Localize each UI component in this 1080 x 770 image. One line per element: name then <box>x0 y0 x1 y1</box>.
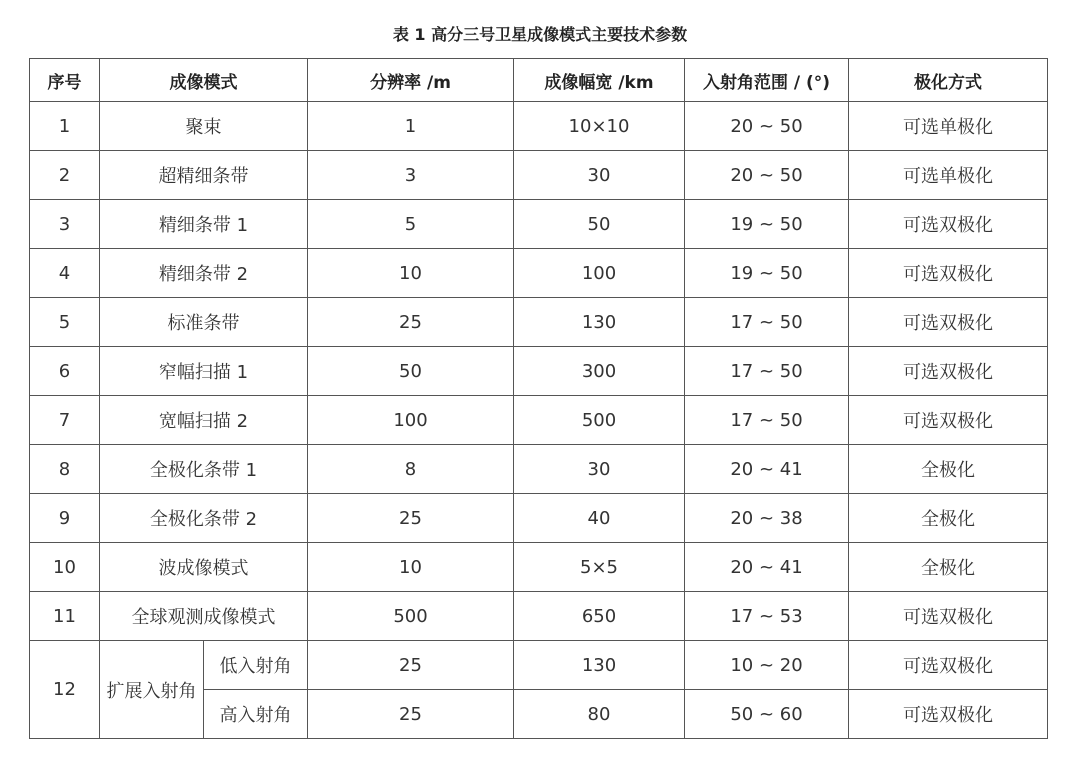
row-resolution: 100 <box>308 396 514 445</box>
row-mode: 精细条带 2 <box>100 249 308 298</box>
header-resolution: 分辨率 /m <box>308 59 514 102</box>
table-row <box>30 543 1048 592</box>
table-row <box>30 347 1048 396</box>
row-incidence: 50 ~ 60 <box>685 690 849 739</box>
table-row <box>30 494 1048 543</box>
header-swath: 成像幅宽 /km <box>514 59 685 102</box>
table-caption: 表 1 高分三号卫星成像模式主要技术参数 <box>392 25 688 44</box>
row-mode: 宽幅扫描 2 <box>100 396 308 445</box>
header-index: 序号 <box>30 59 100 102</box>
table-row <box>30 102 1048 151</box>
row-swath: 10×10 <box>514 102 685 151</box>
row-resolution: 1 <box>308 102 514 151</box>
row-polarization: 全极化 <box>849 543 1048 592</box>
row-swath: 300 <box>514 347 685 396</box>
row-resolution: 5 <box>308 200 514 249</box>
row-mode: 聚束 <box>100 102 308 151</box>
row-mode: 标准条带 <box>100 298 308 347</box>
row-swath: 100 <box>514 249 685 298</box>
row-index: 4 <box>30 249 100 298</box>
row-incidence: 20 ~ 41 <box>685 445 849 494</box>
row-polarization: 可选双极化 <box>849 690 1048 739</box>
row-mode: 全极化条带 2 <box>100 494 308 543</box>
row-incidence: 20 ~ 41 <box>685 543 849 592</box>
row-index: 12 <box>30 641 100 739</box>
row-resolution: 25 <box>308 690 514 739</box>
row-polarization: 可选双极化 <box>849 347 1048 396</box>
row-index: 3 <box>30 200 100 249</box>
header-polarization: 极化方式 <box>849 59 1048 102</box>
row-index: 8 <box>30 445 100 494</box>
row-swath: 30 <box>514 151 685 200</box>
row-index: 10 <box>30 543 100 592</box>
row-polarization: 可选单极化 <box>849 102 1048 151</box>
row-swath: 80 <box>514 690 685 739</box>
row-resolution: 8 <box>308 445 514 494</box>
row-mode: 波成像模式 <box>100 543 308 592</box>
row-incidence: 17 ~ 53 <box>685 592 849 641</box>
table-row <box>30 396 1048 445</box>
row-resolution: 3 <box>308 151 514 200</box>
row-polarization: 可选双极化 <box>849 592 1048 641</box>
row-resolution: 10 <box>308 543 514 592</box>
row-swath: 130 <box>514 641 685 690</box>
row-index: 9 <box>30 494 100 543</box>
header-incidence: 入射角范围 / (°) <box>685 59 849 102</box>
row-incidence: 20 ~ 38 <box>685 494 849 543</box>
row-polarization: 可选单极化 <box>849 151 1048 200</box>
row-polarization: 可选双极化 <box>849 396 1048 445</box>
row-incidence: 10 ~ 20 <box>685 641 849 690</box>
row-mode: 全极化条带 1 <box>100 445 308 494</box>
row-index: 5 <box>30 298 100 347</box>
row-mode: 全球观测成像模式 <box>100 592 308 641</box>
table-row <box>30 151 1048 200</box>
header-mode: 成像模式 <box>100 59 308 102</box>
row-swath: 40 <box>514 494 685 543</box>
row-incidence: 17 ~ 50 <box>685 298 849 347</box>
row-index: 1 <box>30 102 100 151</box>
row-submode: 低入射角 <box>204 641 308 690</box>
row-mode: 精细条带 1 <box>100 200 308 249</box>
row-resolution: 25 <box>308 641 514 690</box>
row-mode-group: 扩展入射角 <box>100 641 204 739</box>
row-index: 2 <box>30 151 100 200</box>
table-row <box>30 445 1048 494</box>
row-resolution: 50 <box>308 347 514 396</box>
row-incidence: 19 ~ 50 <box>685 249 849 298</box>
row-polarization: 全极化 <box>849 494 1048 543</box>
table-body <box>30 102 1048 739</box>
table-row <box>30 592 1048 641</box>
table-row <box>30 249 1048 298</box>
header-row <box>30 59 1048 102</box>
row-swath: 650 <box>514 592 685 641</box>
table-row <box>30 298 1048 347</box>
row-resolution: 500 <box>308 592 514 641</box>
table-row <box>30 200 1048 249</box>
row-polarization: 可选双极化 <box>849 298 1048 347</box>
row-incidence: 17 ~ 50 <box>685 396 849 445</box>
row-swath: 30 <box>514 445 685 494</box>
row-incidence: 20 ~ 50 <box>685 151 849 200</box>
row-index: 6 <box>30 347 100 396</box>
row-swath: 5×5 <box>514 543 685 592</box>
row-swath: 500 <box>514 396 685 445</box>
row-resolution: 25 <box>308 298 514 347</box>
imaging-modes-table <box>29 58 1048 739</box>
row-resolution: 10 <box>308 249 514 298</box>
row-index: 11 <box>30 592 100 641</box>
row-incidence: 17 ~ 50 <box>685 347 849 396</box>
row-polarization: 全极化 <box>849 445 1048 494</box>
table-row <box>30 641 1048 690</box>
row-swath: 50 <box>514 200 685 249</box>
row-submode: 高入射角 <box>204 690 308 739</box>
row-incidence: 19 ~ 50 <box>685 200 849 249</box>
row-index: 7 <box>30 396 100 445</box>
row-resolution: 25 <box>308 494 514 543</box>
row-mode: 窄幅扫描 1 <box>100 347 308 396</box>
row-polarization: 可选双极化 <box>849 200 1048 249</box>
row-polarization: 可选双极化 <box>849 249 1048 298</box>
row-swath: 130 <box>514 298 685 347</box>
row-polarization: 可选双极化 <box>849 641 1048 690</box>
row-mode: 超精细条带 <box>100 151 308 200</box>
row-incidence: 20 ~ 50 <box>685 102 849 151</box>
